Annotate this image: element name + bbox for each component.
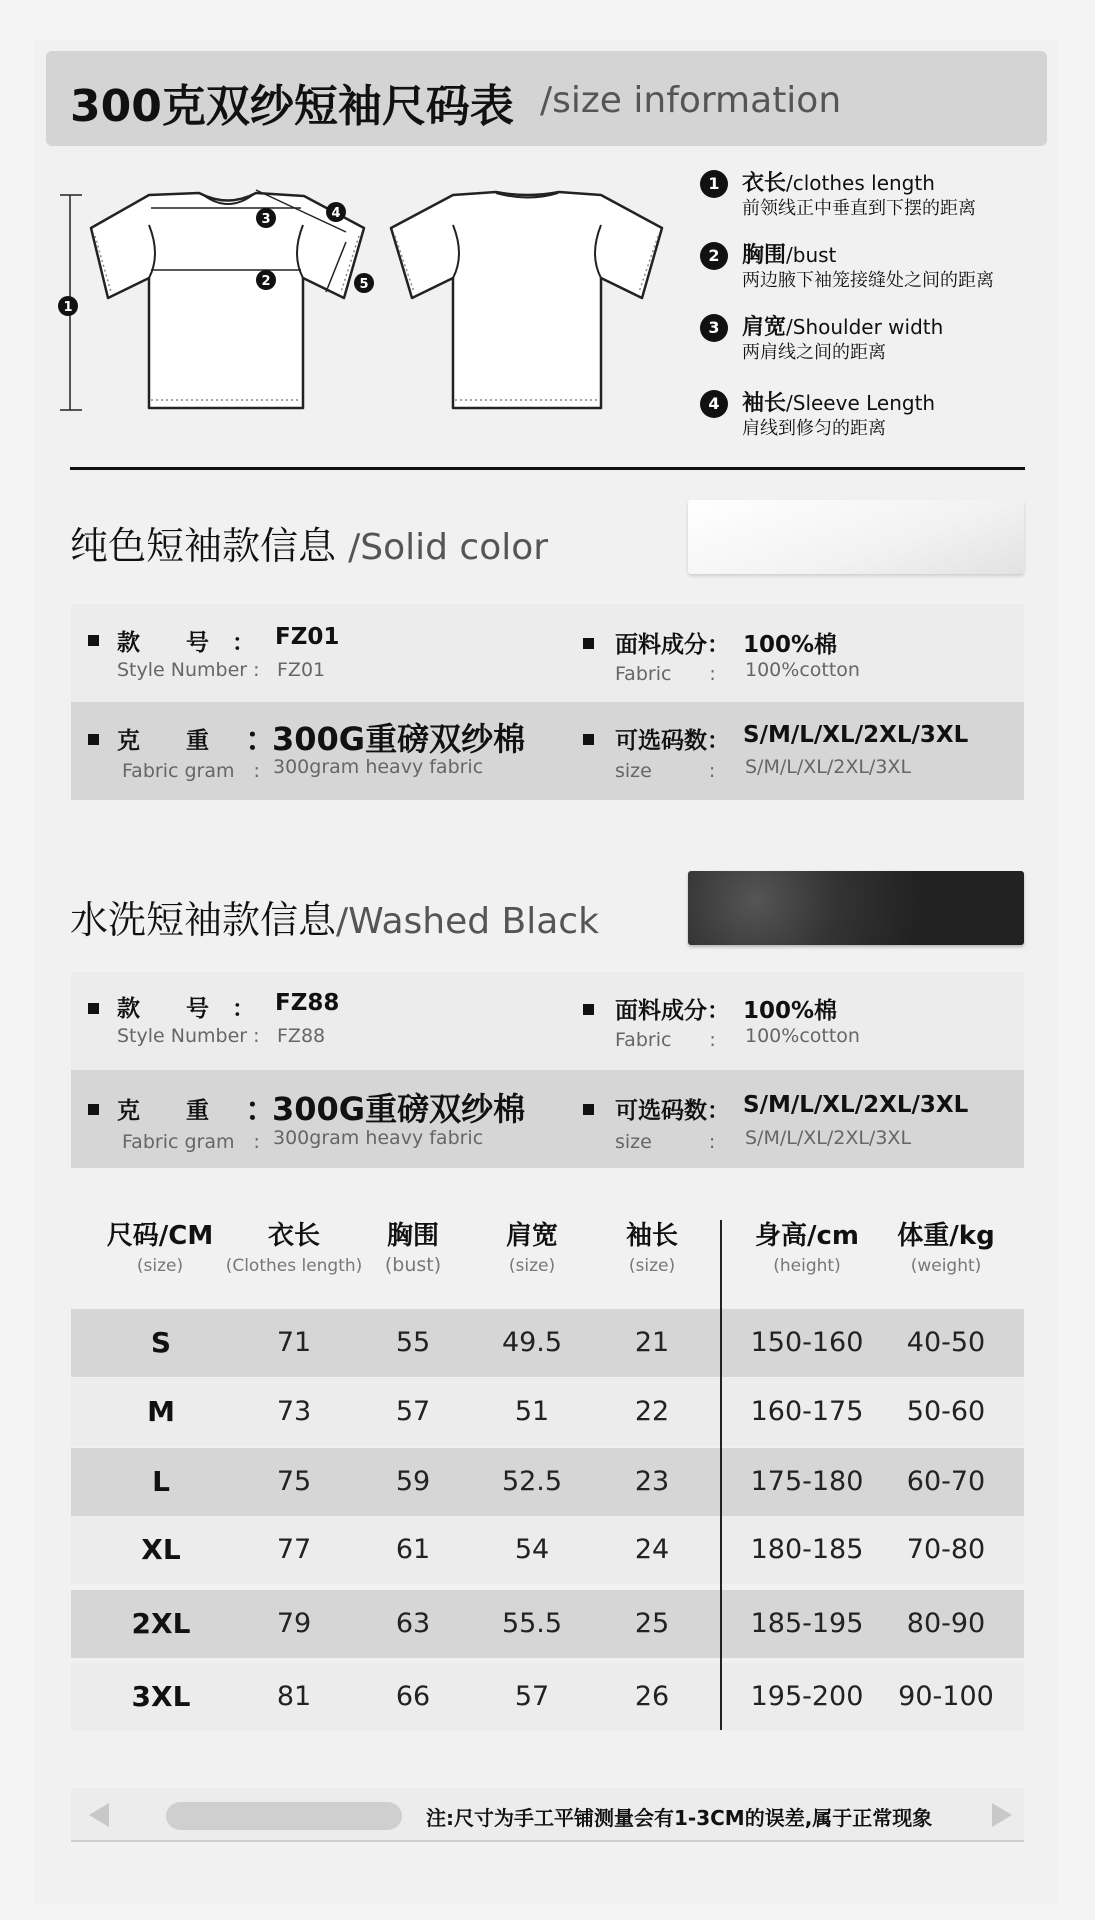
cell-clothes-length: 75 [276,1466,312,1497]
solid-info-row-1 [71,604,1024,702]
header-weight-sub: (weight) [910,1256,982,1276]
cell-weight: 80-90 [906,1608,986,1639]
bullet-icon [583,1004,594,1015]
size-value: S/M/L/XL/2XL/3XL [743,1092,969,1118]
diagram-label-1: 1 [63,300,73,315]
cell-clothes-length: 71 [276,1327,312,1358]
gram-colon: ： [245,1090,278,1128]
header-bust: 胸围 [386,1221,439,1251]
diagram-label-5: 5 [359,277,369,292]
cell-weight: 60-70 [906,1466,986,1497]
header-height-sub: (height) [773,1256,841,1276]
section-divider [70,467,1025,470]
footer-note: 注:尺寸为手工平铺测量会有1-3CM的误差,属于正常现象 [426,1806,933,1830]
cell-sleeve: 23 [634,1466,670,1497]
cell-size: L [152,1465,170,1498]
table-row [71,1309,1024,1377]
table-row [71,1378,1024,1446]
size-label: 可选码数： [615,728,730,754]
style-number-sub-value: FZ01 [277,659,326,681]
cell-shoulder: 52.5 [501,1466,563,1497]
washed-info-row-1 [71,972,1024,1070]
style-number-label: 款 号 ： [117,996,255,1022]
header-bust-sub: (bust) [384,1254,442,1276]
cell-size: 3XL [131,1680,191,1713]
gram-value: 300G重磅双纱棉 [272,1090,526,1128]
gram-label: 克 重 [117,1098,209,1124]
size-sub-label: size : [615,760,716,782]
cell-height: 175-180 [750,1466,864,1497]
style-number-value: FZ88 [275,990,340,1016]
front-tshirt-icon [91,193,364,408]
header-sleeve: 袖长 [625,1221,678,1251]
gram-value: 300G重磅双纱棉 [272,720,526,758]
cell-bust: 66 [395,1681,431,1712]
header-shoulder-sub: (size) [508,1256,556,1276]
gram-sub-label: Fabric gram : [122,1131,260,1153]
table-row [71,1448,1024,1516]
cell-size: M [147,1395,175,1428]
scroll-right-arrow-icon[interactable] [992,1803,1012,1827]
legend-description: 肩线到修匀的距离 [742,418,886,439]
cell-shoulder: 54 [514,1534,550,1565]
bullet-icon [88,1104,99,1115]
legend-title: 衣长/clothes length [742,171,935,196]
legend-description: 两边腋下袖笼接缝处之间的距离 [742,270,994,291]
bullet-icon [583,734,594,745]
cell-size: XL [141,1533,181,1566]
solid-section-title: 纯色短袖款信息 /Solid color [70,524,549,568]
fabric-label: 面料成分： [615,632,730,658]
cell-height: 150-160 [750,1327,864,1358]
cell-height: 185-195 [750,1608,864,1639]
cell-weight: 90-100 [898,1681,994,1712]
table-row [71,1590,1024,1658]
fabric-value: 100%棉 [743,632,838,658]
header-size: 尺码/CM [106,1221,214,1251]
gram-colon: ： [245,720,278,758]
table-column-divider [720,1220,722,1730]
size-sub-value: S/M/L/XL/2XL/3XL [745,1127,912,1149]
cell-shoulder: 49.5 [501,1327,563,1358]
cell-sleeve: 25 [634,1608,670,1639]
size-label: 可选码数： [615,1098,730,1124]
gram-sub-value: 300gram heavy fabric [273,1127,484,1149]
cell-weight: 40-50 [906,1327,986,1358]
table-row [71,1516,1024,1584]
cell-clothes-length: 79 [276,1608,312,1639]
cell-bust: 59 [395,1466,431,1497]
diagram-label-2: 2 [261,274,271,289]
gram-label: 克 重 [117,728,209,754]
washed-info-row-2 [71,1070,1024,1168]
diagram-label-3: 3 [261,212,271,227]
cell-bust: 63 [395,1608,431,1639]
cell-shoulder: 55.5 [501,1608,563,1639]
style-number-sub-value: FZ88 [277,1025,326,1047]
fabric-sub-label: Fabric : [615,663,716,685]
cell-height: 195-200 [750,1681,864,1712]
gram-sub-value: 300gram heavy fabric [273,756,484,778]
washed-section-title: 水洗短袖款信息/Washed Black [70,898,599,942]
cell-sleeve: 21 [634,1327,670,1358]
style-number-value: FZ01 [275,624,340,650]
style-number-sub-label: Style Number : [117,1025,260,1047]
bullet-icon [583,1104,594,1115]
style-number-label: 款 号 ： [117,630,255,656]
solid-info-row-2 [71,702,1024,800]
legend-title: 袖长/Sleeve Length [742,391,936,416]
table-row [71,1663,1024,1731]
fabric-sub-label: Fabric : [615,1029,716,1051]
header-height: 身高/cm [754,1221,859,1251]
fabric-label: 面料成分： [615,998,730,1024]
cell-sleeve: 26 [634,1681,670,1712]
bullet-icon [88,1003,99,1014]
cell-bust: 55 [395,1327,431,1358]
gram-sub-label: Fabric gram : [122,760,260,782]
header-clothes-length: 衣长 [267,1221,320,1251]
header-size-sub: (size) [136,1256,184,1276]
tshirt-measurement-diagram [56,180,676,420]
footer-scrollbar [71,1788,1024,1842]
cell-size: 2XL [131,1607,191,1640]
white-fabric-swatch [688,500,1024,574]
fabric-sub-value: 100%cotton [745,659,860,681]
fabric-value: 100%棉 [743,998,838,1024]
black-fabric-swatch [688,871,1024,945]
cell-shoulder: 51 [514,1396,550,1427]
cell-clothes-length: 81 [276,1681,312,1712]
scroll-thumb[interactable] [166,1802,402,1830]
size-sub-value: S/M/L/XL/2XL/3XL [745,756,912,778]
cell-bust: 61 [395,1534,431,1565]
back-tshirt-icon [391,192,662,408]
legend-number: 2 [700,242,728,270]
cell-height: 160-175 [750,1396,864,1427]
page-subtitle: /size information [540,80,842,121]
scroll-left-arrow-icon[interactable] [89,1803,109,1827]
cell-size: S [150,1326,172,1359]
size-sub-label: size : [615,1131,716,1153]
bullet-icon [88,635,99,646]
cell-clothes-length: 77 [276,1534,312,1565]
header-clothes-length-sub: (Clothes length) [225,1256,363,1276]
fabric-sub-value: 100%cotton [745,1025,860,1047]
page-title: 300克双纱短袖尺码表 [70,81,514,132]
legend-number: 1 [700,170,728,198]
bullet-icon [583,638,594,649]
legend-number: 3 [700,314,728,342]
legend-title: 胸围/bust [742,243,837,268]
legend-description: 前领线正中垂直到下摆的距离 [742,198,976,219]
header-sleeve-sub: (size) [628,1256,676,1276]
cell-weight: 50-60 [906,1396,986,1427]
cell-bust: 57 [395,1396,431,1427]
size-value: S/M/L/XL/2XL/3XL [743,722,969,748]
legend-title: 肩宽/Shoulder width [742,315,944,340]
header-shoulder: 肩宽 [505,1221,558,1251]
diagram-label-4: 4 [331,206,341,221]
legend-description: 两肩线之间的距离 [742,342,886,363]
bullet-icon [88,734,99,745]
cell-clothes-length: 73 [276,1396,312,1427]
legend-number: 4 [700,390,728,418]
style-number-sub-label: Style Number : [117,659,260,681]
cell-shoulder: 57 [514,1681,550,1712]
cell-sleeve: 22 [634,1396,670,1427]
cell-weight: 70-80 [906,1534,986,1565]
header-weight: 体重/kg [897,1221,995,1251]
cell-height: 180-185 [750,1534,864,1565]
cell-sleeve: 24 [634,1534,670,1565]
